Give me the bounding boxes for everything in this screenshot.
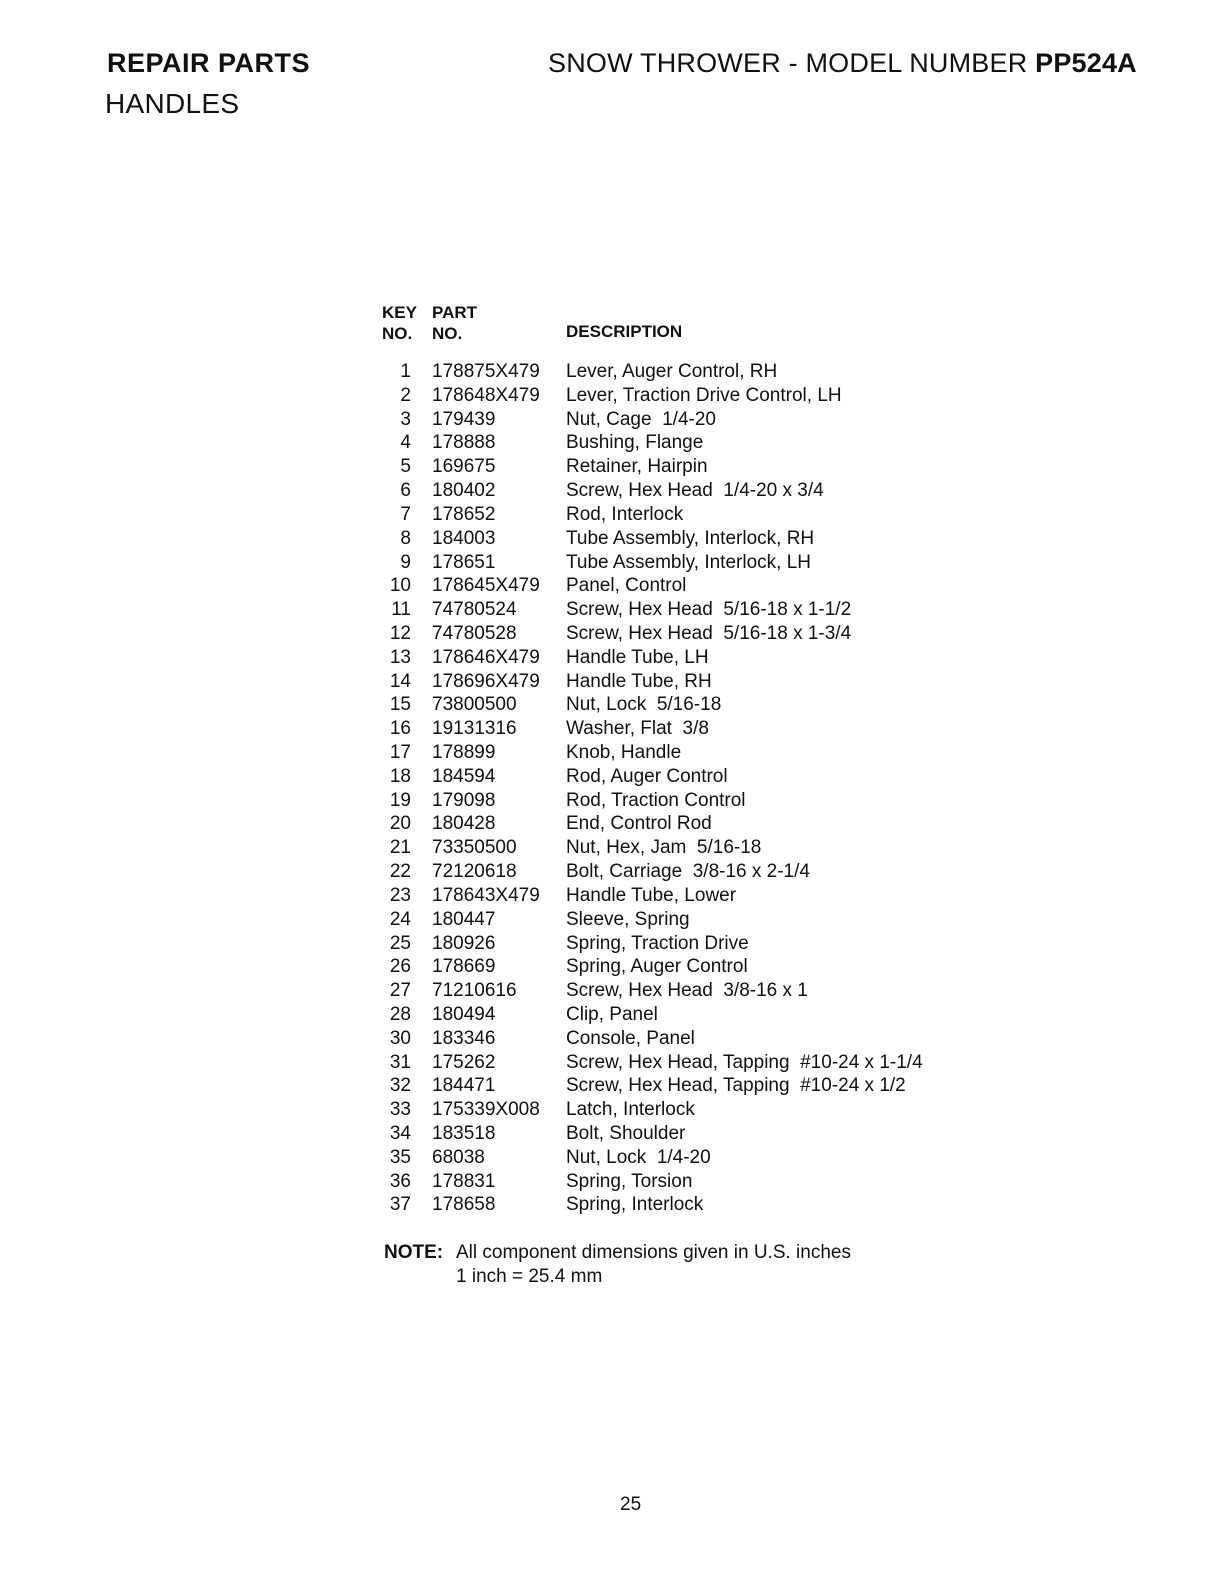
part-number: 178669 (432, 956, 496, 978)
part-description: Screw, Hex Head 5/16-18 x 1-1/2 (566, 599, 852, 621)
table-row (380, 932, 980, 956)
title-prefix: SNOW THROWER - MODEL NUMBER (548, 48, 1036, 78)
part-number: 179098 (432, 789, 496, 811)
part-number: 183518 (432, 1123, 496, 1144)
part-description: Rod, Interlock (566, 503, 684, 525)
table-row (380, 455, 980, 479)
part-number: 178643X479 (432, 884, 540, 906)
part-description: Bolt, Shoulder (566, 1123, 686, 1144)
part-number: 178651 (432, 551, 496, 573)
key-header-line1: KEY (382, 303, 417, 322)
part-description: Latch, Interlock (566, 1099, 695, 1121)
key-number: 20 (389, 813, 411, 835)
table-row (380, 765, 980, 789)
part-description: Console, Panel (566, 1027, 695, 1049)
table-row (380, 741, 980, 765)
part-description: Tube Assembly, Interlock, RH (566, 527, 815, 549)
table-row (380, 503, 980, 527)
part-number: 72120618 (432, 861, 517, 883)
key-number: 17 (389, 742, 411, 763)
table-row (380, 360, 980, 384)
part-description: Spring, Auger Control (566, 956, 748, 978)
part-description: Sleeve, Spring (566, 908, 690, 930)
key-number: 14 (389, 670, 411, 692)
key-number: 21 (389, 837, 411, 859)
part-description: Screw, Hex Head 3/8-16 x 1 (566, 980, 808, 1002)
key-number: 34 (389, 1123, 411, 1144)
part-description: Lever, Traction Drive Control, LH (566, 384, 842, 406)
part-description: Screw, Hex Head, Tapping #10-24 x 1-1/4 (566, 1051, 923, 1073)
key-number: 27 (389, 980, 411, 1002)
part-number: 178648X479 (432, 384, 540, 406)
key-number: 19 (389, 789, 411, 811)
part-number: 19131316 (432, 718, 517, 740)
key-number: 13 (389, 646, 411, 668)
part-description: Bushing, Flange (566, 432, 704, 454)
table-row (380, 479, 980, 503)
table-row (380, 527, 980, 551)
part-description: Handle Tube, LH (566, 646, 709, 668)
part-number: 180402 (432, 480, 496, 502)
table-row (380, 693, 980, 717)
key-number: 32 (389, 1075, 411, 1097)
key-number: 15 (389, 694, 411, 716)
key-number: 4 (400, 432, 411, 454)
key-number: 26 (389, 956, 411, 978)
part-description: Nut, Lock 5/16-18 (566, 694, 722, 716)
part-number: 73350500 (432, 837, 517, 859)
page-number: 25 (620, 1494, 642, 1515)
table-row (380, 574, 980, 598)
key-number: 31 (389, 1051, 411, 1073)
key-header-line2: NO. (382, 324, 413, 343)
part-description: Screw, Hex Head 1/4-20 x 3/4 (566, 480, 824, 502)
part-header-line1: PART (432, 303, 478, 322)
table-row (380, 1003, 980, 1027)
key-number: 28 (389, 1003, 411, 1025)
part-description: Spring, Interlock (566, 1194, 704, 1216)
part-number: 178658 (432, 1194, 496, 1216)
description-header: DESCRIPTION (566, 322, 683, 341)
part-description: Nut, Cage 1/4-20 (566, 408, 716, 430)
key-number: 8 (400, 527, 411, 549)
part-number: 184594 (432, 765, 496, 787)
note-label: NOTE: (384, 1242, 444, 1263)
table-row (380, 908, 980, 932)
part-number: 179439 (432, 408, 496, 430)
part-description: Handle Tube, Lower (566, 884, 737, 906)
part-description: Nut, Hex, Jam 5/16-18 (566, 837, 762, 859)
table-row (380, 884, 980, 908)
part-description: Retainer, Hairpin (566, 456, 708, 478)
key-number: 33 (389, 1099, 411, 1121)
key-number: 9 (400, 551, 411, 573)
part-description: Washer, Flat 3/8 (566, 718, 709, 740)
table-row (380, 551, 980, 575)
document-title (548, 48, 1137, 79)
table-row (380, 955, 980, 979)
key-number: 25 (389, 932, 411, 954)
table-row (380, 646, 980, 670)
part-number: 169675 (432, 456, 496, 478)
table-row (380, 979, 980, 1003)
table-row (380, 598, 980, 622)
part-number: 178875X479 (432, 361, 540, 382)
part-description: Clip, Panel (566, 1003, 658, 1025)
table-row (380, 717, 980, 741)
section-title: REPAIR PARTS (107, 48, 311, 78)
key-number: 36 (389, 1170, 411, 1192)
part-description: Rod, Traction Control (566, 789, 746, 811)
part-description: Spring, Torsion (566, 1170, 693, 1192)
part-number: 180428 (432, 813, 496, 835)
key-number: 3 (400, 408, 411, 430)
part-number: 71210616 (432, 980, 517, 1002)
table-row (380, 789, 980, 813)
table-row (380, 384, 980, 408)
note-line-1: All component dimensions given in U.S. inches (456, 1242, 851, 1263)
table-row (380, 1193, 980, 1217)
part-description: Panel, Control (566, 575, 687, 597)
part-number: 178899 (432, 742, 496, 763)
part-description: Screw, Hex Head, Tapping #10-24 x 1/2 (566, 1075, 906, 1097)
part-description: Screw, Hex Head 5/16-18 x 1-3/4 (566, 622, 852, 644)
subsection-title: HANDLES (105, 88, 240, 119)
part-description: Bolt, Carriage 3/8-16 x 2-1/4 (566, 861, 810, 883)
part-number: 74780524 (432, 599, 517, 621)
key-number: 37 (389, 1194, 411, 1216)
part-description: Knob, Handle (566, 742, 682, 763)
key-number: 11 (391, 599, 411, 621)
key-number: 12 (389, 622, 411, 644)
part-no-header (432, 302, 477, 344)
table-row (380, 670, 980, 694)
part-description: Lever, Auger Control, RH (566, 361, 778, 382)
table-row (380, 1122, 980, 1146)
parts-list (380, 360, 980, 1217)
note-line-2: 1 inch = 25.4 mm (456, 1266, 603, 1287)
key-number: 22 (389, 861, 411, 883)
table-row (380, 1051, 980, 1075)
part-number: 74780528 (432, 622, 517, 644)
part-number: 178888 (432, 432, 496, 454)
table-row (380, 622, 980, 646)
part-description: Handle Tube, RH (566, 670, 712, 692)
table-row (380, 431, 980, 455)
table-row (380, 860, 980, 884)
key-number: 23 (389, 884, 411, 906)
part-number: 178652 (432, 503, 496, 525)
part-number: 178645X479 (432, 575, 540, 597)
part-header-line2: NO. (432, 324, 463, 343)
key-number: 10 (389, 575, 411, 597)
key-number: 1 (400, 361, 411, 382)
table-row (380, 836, 980, 860)
table-row (380, 1098, 980, 1122)
part-number: 175339X008 (432, 1099, 540, 1121)
key-number: 24 (389, 908, 411, 930)
key-number: 30 (389, 1027, 411, 1049)
key-number: 35 (389, 1146, 411, 1168)
part-number: 175262 (432, 1051, 496, 1073)
table-row (380, 812, 980, 836)
table-row (380, 1170, 980, 1194)
table-row (380, 1074, 980, 1098)
part-description: End, Control Rod (566, 813, 712, 835)
part-number: 183346 (432, 1027, 496, 1049)
key-number: 16 (389, 718, 411, 740)
part-number: 180494 (432, 1003, 496, 1025)
key-number: 5 (400, 456, 411, 478)
part-description: Nut, Lock 1/4-20 (566, 1146, 711, 1168)
key-no-header (382, 302, 417, 344)
part-number: 184003 (432, 527, 496, 549)
table-row (380, 408, 980, 432)
key-number: 2 (400, 384, 411, 406)
table-row (380, 1027, 980, 1051)
key-number: 6 (400, 480, 411, 502)
part-description: Tube Assembly, Interlock, LH (566, 551, 811, 573)
part-number: 180926 (432, 932, 496, 954)
part-number: 184471 (432, 1075, 496, 1097)
table-row (380, 1146, 980, 1170)
part-number: 73800500 (432, 694, 517, 716)
part-number: 178831 (432, 1170, 496, 1192)
part-description: Spring, Traction Drive (566, 932, 749, 954)
model-number: PP524A (1035, 48, 1137, 78)
part-number: 178696X479 (432, 670, 540, 692)
part-number: 178646X479 (432, 646, 540, 668)
part-description: Rod, Auger Control (566, 765, 728, 787)
part-number: 68038 (432, 1146, 485, 1168)
part-number: 180447 (432, 908, 496, 930)
key-number: 7 (400, 503, 411, 525)
key-number: 18 (389, 765, 411, 787)
